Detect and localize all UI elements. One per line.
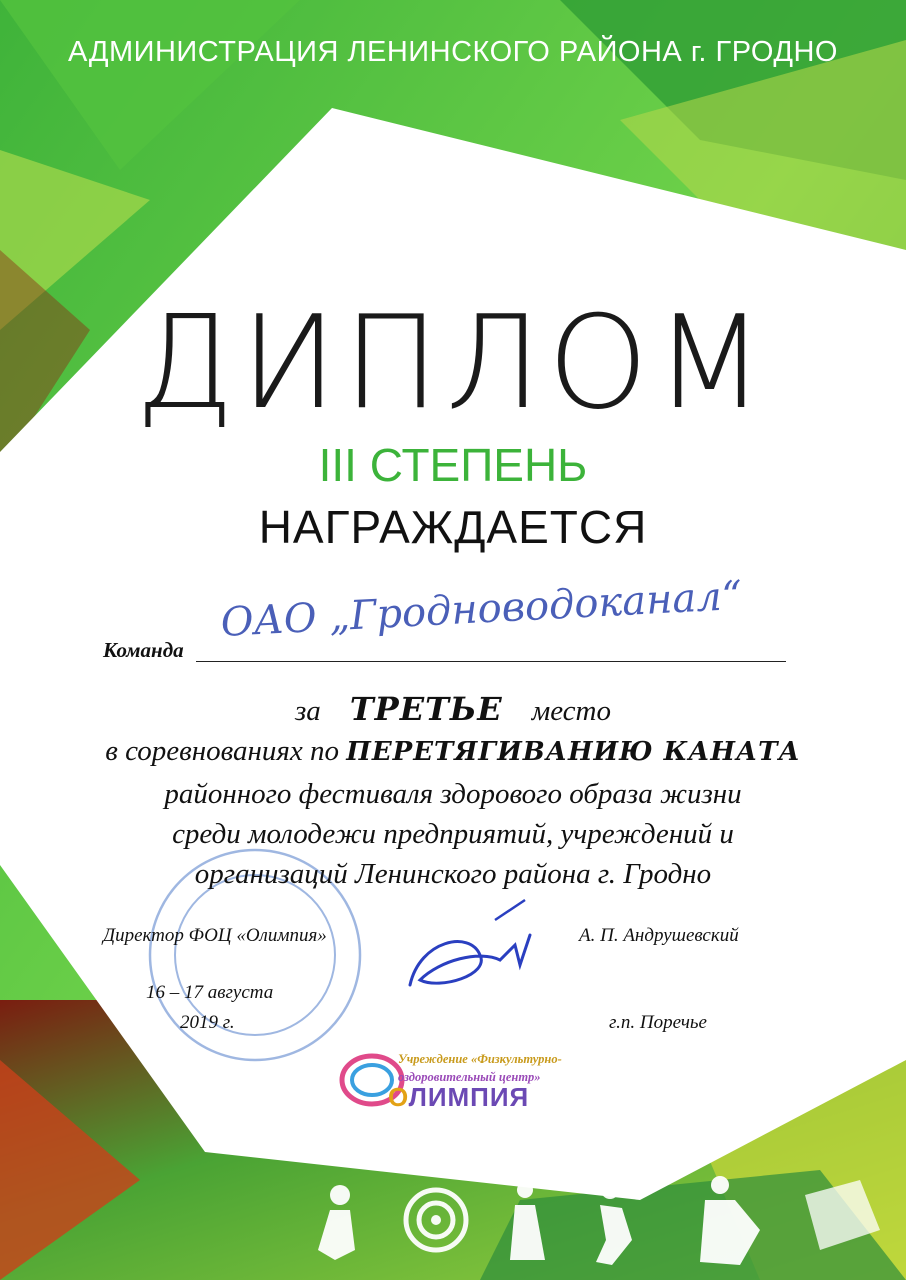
place-prefix: за bbox=[294, 695, 321, 727]
logo-name bbox=[388, 1082, 529, 1113]
place-line bbox=[0, 690, 906, 728]
competition-prefix: в соревнованиях по bbox=[105, 735, 340, 767]
event-dates: 16 – 17 августа bbox=[146, 982, 274, 1003]
logo-line-2: оздоровительный центр» bbox=[398, 1070, 541, 1084]
place-suffix: место bbox=[531, 695, 611, 727]
signatory-name: А. П. Андрушевский bbox=[579, 925, 739, 946]
competition-sport: ПЕРЕТЯГИВАНИЮ КАНАТА bbox=[346, 737, 801, 767]
team-label: Команда bbox=[103, 638, 184, 662]
logo-name-rest: ЛИМПИЯ bbox=[408, 1082, 530, 1112]
diploma-title: ДИПЛОМ bbox=[135, 289, 771, 438]
team-name-handwritten: ОАО „Гродноводоканал“ bbox=[219, 572, 744, 646]
place-value: ТРЕТЬЕ bbox=[349, 690, 503, 728]
signatory-position: Директор ФОЦ «Олимпия» bbox=[103, 925, 327, 946]
logo-name-highlight: О bbox=[388, 1082, 409, 1112]
organization-header: АДМИНИСТРАЦИЯ ЛЕНИНСКОГО РАЙОНА г. ГРОДНО bbox=[68, 36, 838, 68]
competition-line-1 bbox=[0, 735, 906, 768]
team-underline bbox=[196, 661, 786, 662]
diploma-degree: III СТЕПЕНЬ bbox=[318, 439, 588, 491]
logo-line-1: Учреждение «Физкультурно- bbox=[398, 1052, 562, 1066]
competition-line-3: среди молодежи предприятий, учреждений и bbox=[172, 818, 734, 850]
event-year: 2019 г. bbox=[180, 1012, 235, 1033]
competition-line-2: районного фестиваля здорового образа жизни bbox=[164, 778, 742, 810]
competition-line-4: организаций Ленинского района г. Гродно bbox=[194, 858, 712, 890]
awarded-heading: НАГРАЖДАЕТСЯ bbox=[258, 501, 648, 553]
event-location: г.п. Поречье bbox=[609, 1012, 707, 1033]
